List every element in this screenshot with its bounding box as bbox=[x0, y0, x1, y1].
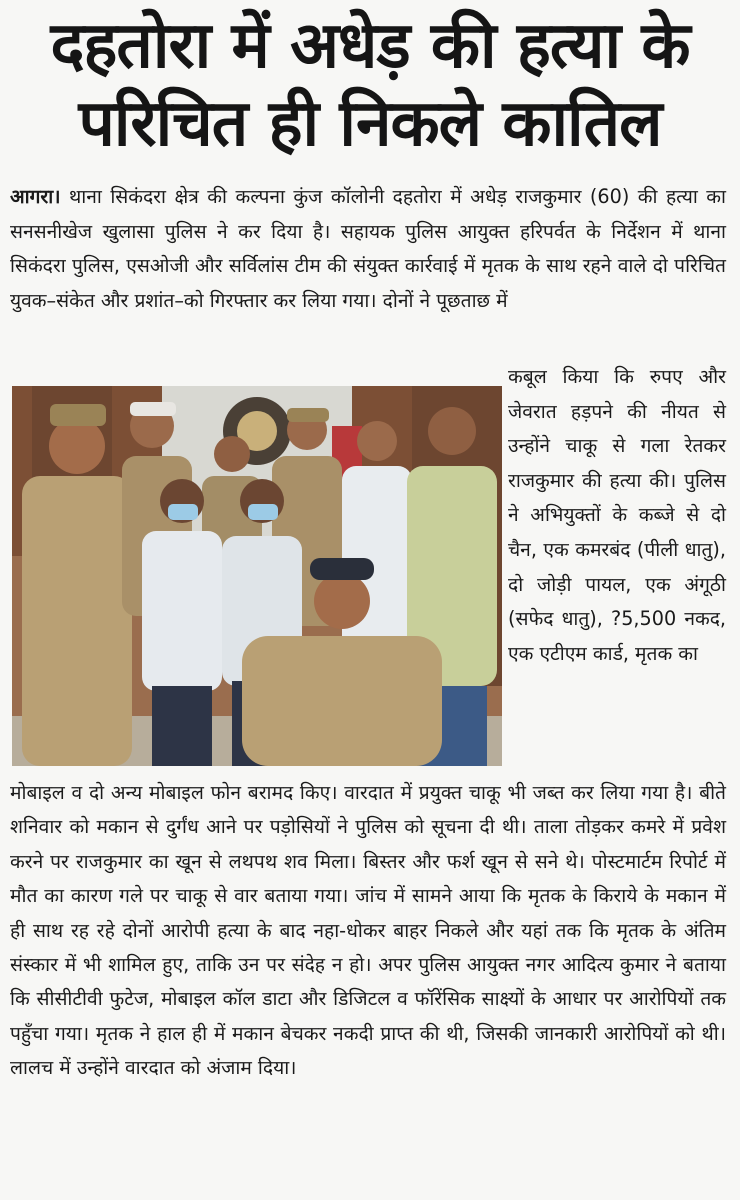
article-right-column: कबूल किया कि रुपए और जेवरात हड़पने की नीयत से उन्होंने चाकू से गला रेतकर राजकुमार की हत्या की। पुलिस ने अभियुक्तों के कब्जे से दो चैन, एक कमरबंद (पीली धातु), दो जोड़ी पायल, एक अंगूठी (सफेद धातु), ?5,500 नकद, एक एटीएम कार्ड, मृतक का bbox=[508, 365, 726, 665]
article-paragraph-top: थाना सिकंदरा क्षेत्र की कल्पना कुंज कॉलोनी दहतोरा में अधेड़ राजकुमार (60) की हत्या का सनसनीखेज खुलासा पुलिस ने कर दिया है। सहायक पुलिस आयुक्त हरिपर्वत के निर्देशन में थाना सिकंदरा पुलिस, एसओजी और सर्विलांस टीम की संयुक्त कार्रवाई में मृतक के साथ रहने वाले दो परिचित युवक–संकेत और प्रशांत–को गिरफ्तार कर लिया गया। दोनों ने पूछताछ में bbox=[10, 185, 726, 312]
headline-line-1: दहतोरा में अधेड़ की हत्या के bbox=[50, 9, 690, 83]
article-paragraph-bottom: मोबाइल व दो अन्य मोबाइल फोन बरामद किए। वारदात में प्रयुक्त चाकू भी जब्त कर लिया गया है। बीते शनिवार को मकान से दुर्गंध आने पर पड़ोसियों ने पुलिस को सूचना दी थी। ताला तोड़कर कमरे में प्रवेश करने पर राजकुमार का खून से लथपथ शव मिला। बिस्तर और फर्श खून से सने थे। पोस्टमार्टम रिपोर्ट में मौत का कारण गले पर चाकू से वार बताया गया। जांच में सामने आया कि मृतक के किराये के मकान में ही साथ रह रहे दोनों आरोपी हत्या के बाद नहा-धोकर बाहर निकले और यहां तक कि मृतक के अंतिम संस्कार में भी शामिल हुए, ताकि उन पर संदेह न हो। अपर पुलिस आयुक्त नगर आदित्य कुमार ने बताया कि सीसीटीवी फुटेज, मोबाइल कॉल डाटा और डिजिटल व फॉरेंसिक साक्ष्यों के आधार पर आरोपियों तक पहुँचा गया। मृतक ने हाल ही में मकान बेचकर नकदी प्राप्त की थी, जिसकी जानकारी आरोपियों को थी। लालच में उन्होंने वारदात को अंजाम दिया। bbox=[10, 781, 726, 1080]
dateline: आगरा। bbox=[10, 185, 61, 208]
headline bbox=[0, 4, 740, 166]
article-intro bbox=[10, 180, 726, 318]
headline-line-2: परिचित ही निकले कातिल bbox=[78, 87, 662, 161]
news-photo bbox=[12, 386, 502, 766]
photo-illustration bbox=[12, 386, 502, 766]
